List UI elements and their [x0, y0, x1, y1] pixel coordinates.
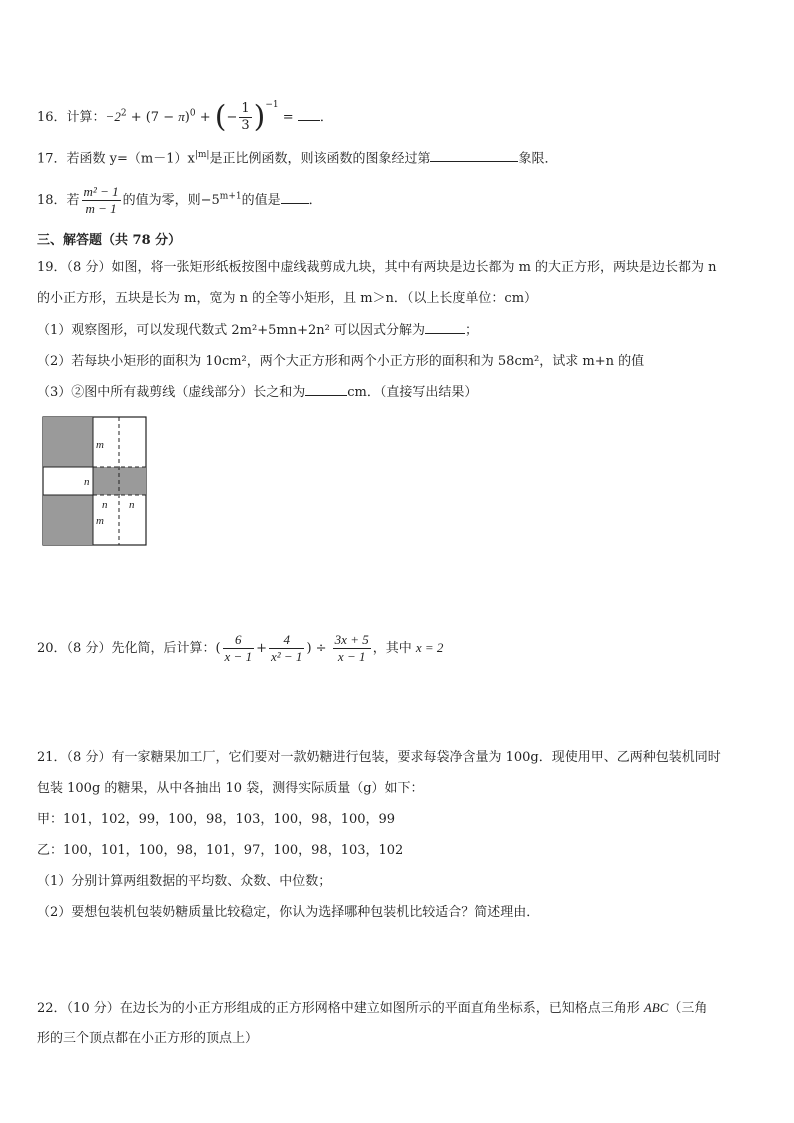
q20-frac2-den: x² − 1 — [270, 649, 303, 664]
q21-sub1: （1）分别计算两组数据的平均数、众数、中位数； — [37, 874, 332, 889]
q18-fraction — [82, 184, 121, 217]
q20-plus: + — [256, 641, 267, 656]
q18-text-b: 的值为零，则 — [122, 193, 201, 208]
q16-equals: = — [278, 110, 298, 125]
q22-text-b: （三角 — [668, 1001, 708, 1016]
q20-fraction-2 — [269, 632, 304, 665]
q19-sub1-end: ； — [464, 323, 478, 338]
q16-prefix: 16．计算： — [37, 110, 106, 125]
q18-text-a: 18．若 — [37, 193, 80, 208]
q16-minus: − — [226, 110, 238, 125]
q16-plus: + — [195, 110, 215, 125]
q16-answer-blank[interactable] — [298, 108, 320, 121]
question-20 — [37, 632, 443, 665]
q20-suffix: ，其中 — [372, 641, 416, 656]
q19-figure — [40, 414, 150, 548]
label-m-top: m — [96, 439, 104, 451]
q17-text-c: 象限． — [518, 151, 558, 167]
q17-answer-blank[interactable] — [430, 149, 518, 162]
q21-line2: 包装 100g 的糖果，从中各抽出 10 袋，测得实际质量（g）如下： — [37, 781, 424, 796]
q18-frac-den: m − 1 — [85, 201, 117, 216]
q17-sup: |m| — [194, 150, 210, 160]
q16-frac-den: 3 — [241, 118, 250, 133]
q22-text-a: 22．（10 分）在边长为的小正方形组成的正方形网格中建立如图所示的平面直角坐标系，已知格点三角形 — [37, 1001, 644, 1016]
q16-pi: π — [178, 109, 185, 124]
q19-sub1-blank[interactable] — [425, 321, 465, 334]
q18-sup: m+1 — [219, 191, 242, 202]
q16-term-a: −2 — [105, 109, 121, 124]
q19-sub1-text: （1）观察图形，可以发现代数式 2m²+5mn+2n² 可以因式分解为 — [37, 323, 425, 338]
big-square-top — [43, 417, 93, 467]
label-m-bottom: m — [96, 515, 104, 527]
q19-sub3-blank[interactable] — [305, 383, 347, 396]
q19-sub2: （2）若每块小矩形的面积为 10cm²，两个大正方形和两个小正方形的面积和为 58cm²，试求 m+n 的值 — [37, 354, 645, 369]
q16-term-b: + (7 − — [126, 110, 179, 125]
q16-frac-num: 1 — [241, 101, 250, 116]
q18-answer-blank[interactable] — [281, 191, 309, 204]
q18-end: ． — [308, 193, 322, 208]
label-n-middle: n — [102, 499, 108, 511]
q22-triangle-abc: ABC — [643, 1000, 669, 1015]
q21-line1: 21．（8 分）有一家糖果加工厂，它们要对一款奶糖进行包装，要求每袋净含量为 100g．现使用甲、乙两种包装机同时 — [37, 750, 721, 765]
q19-line2: 的小正方形，五块是长为 m，宽为 n 的全等小矩形，且 m＞n．（以上长度单位：cm） — [37, 291, 538, 306]
q20-divide: ) ÷ — [306, 641, 331, 656]
q16-open-paren: ( — [214, 99, 227, 135]
q16-close-paren: ) — [253, 99, 266, 135]
q20-frac3-num: 3x + 5 — [334, 632, 369, 647]
q20-frac2-num: 4 — [269, 632, 304, 649]
q20-fraction-3 — [333, 632, 371, 665]
section-title: 三、解答题（共 78 分） — [37, 233, 182, 248]
q20-fraction-1 — [223, 632, 255, 665]
label-n-right: n — [129, 499, 135, 511]
q19-line1: 19．（8 分）如图，将一张矩形纸板按图中虚线裁剪成九块，其中有两块是边长都为 m 的大正方形，两块是边长都为 n — [37, 260, 717, 275]
q21-sub2: （2）要想包装机包装奶糖质量比较稳定，你认为选择哪种包装机比较适合？简述理由． — [37, 905, 540, 920]
q16-fraction — [239, 101, 251, 134]
question-18 — [37, 184, 322, 217]
q19-sub3 — [37, 383, 477, 403]
q18-text-c: 的值是 — [241, 193, 281, 208]
q17-text-b: 是正比例函数，则该函数的图象经过第 — [209, 151, 431, 167]
q16-sup-c: 0 — [189, 108, 196, 119]
q21-data-yi: 乙：100，101，100，98，101，97，100，98，103，102 — [37, 843, 404, 858]
question-16 — [37, 95, 333, 134]
q19-sub3-end: cm．（直接写出结果） — [347, 385, 478, 400]
q18-frac-num: m² − 1 — [83, 184, 119, 199]
q16-sup-d: −1 — [265, 100, 279, 110]
q19-sub1 — [37, 321, 478, 341]
q20-frac1-den: x − 1 — [224, 649, 253, 664]
q17-text-a: 17．若函数 y=（m－1）x — [37, 151, 195, 167]
q22-line2: 形的三个顶点都在小正方形的顶点上） — [37, 1031, 259, 1046]
q19-sub3-text: （3）②图中所有裁剪线（虚线部分）长之和为 — [37, 385, 306, 400]
q16-term-c: ) — [184, 110, 190, 125]
q20-frac1-num: 6 — [223, 632, 255, 649]
q22-line1 — [37, 998, 707, 1019]
question-17 — [37, 145, 557, 169]
q16-end: ． — [319, 110, 333, 125]
q20-prefix: 20．（8 分）先化简，后计算：( — [37, 641, 221, 656]
q16-sup-a: 2 — [120, 108, 127, 119]
q18-expr: −5 — [200, 193, 220, 208]
big-square-bottom — [43, 495, 93, 545]
q20-frac3-den: x − 1 — [337, 649, 366, 664]
q21-data-jia: 甲：101，102，99，100，98，103，100，98，100，99 — [37, 812, 396, 827]
label-n-left: n — [84, 476, 90, 488]
q20-condition: x = 2 — [415, 640, 444, 655]
